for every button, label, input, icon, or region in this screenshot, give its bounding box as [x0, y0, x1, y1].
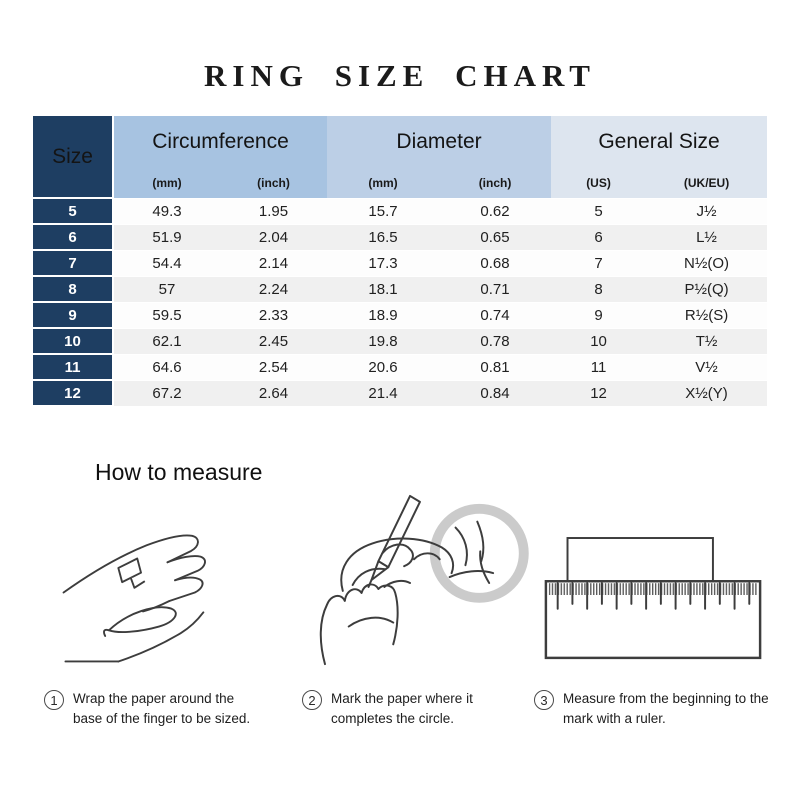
dia-mm-cell: 19.8	[327, 328, 439, 354]
ukeu-cell: R½(S)	[646, 302, 767, 328]
table-row	[33, 302, 767, 328]
dia-mm-cell: 18.1	[327, 276, 439, 302]
dia-inch-cell: 0.71	[439, 276, 551, 302]
dia-inch-cell: 0.81	[439, 354, 551, 380]
diameter-inch-header: (inch)	[439, 168, 551, 198]
circ-inch-cell: 2.45	[220, 328, 327, 354]
us-cell: 5	[551, 198, 646, 224]
diameter-mm-header: (mm)	[327, 168, 439, 198]
circ-mm-cell: 49.3	[113, 198, 220, 224]
table-row	[33, 380, 767, 406]
circ-mm-cell: 64.6	[113, 354, 220, 380]
circumference-inch-header: (inch)	[220, 168, 327, 198]
circ-inch-cell: 2.24	[220, 276, 327, 302]
size-cell: 5	[33, 198, 113, 224]
size-cell: 11	[33, 354, 113, 380]
dia-inch-cell: 0.74	[439, 302, 551, 328]
table-row	[33, 250, 767, 276]
dia-inch-cell: 0.68	[439, 250, 551, 276]
table-row	[33, 276, 767, 302]
us-cell: 11	[551, 354, 646, 380]
us-cell: 8	[551, 276, 646, 302]
hand-paper-illustration	[56, 514, 278, 672]
step-1-text: Wrap the paper around the base of the finger to be sized.	[73, 691, 251, 727]
us-size-header: (US)	[551, 168, 646, 198]
ukeu-cell: T½	[646, 328, 767, 354]
page-title: RING SIZE CHART	[204, 58, 596, 93]
circ-mm-cell: 62.1	[113, 328, 220, 354]
step-2-number-icon: 2	[302, 690, 322, 710]
ukeu-cell: V½	[646, 354, 767, 380]
table-row	[33, 198, 767, 224]
table-row	[33, 354, 767, 380]
dia-mm-cell: 18.9	[327, 302, 439, 328]
ukeu-size-header: (UK/EU)	[646, 168, 767, 198]
circumference-mm-header: (mm)	[113, 168, 220, 198]
circ-inch-cell: 2.04	[220, 224, 327, 250]
table-group-header-row	[33, 116, 767, 168]
dia-mm-cell: 16.5	[327, 224, 439, 250]
ukeu-cell: X½(Y)	[646, 380, 767, 406]
step-1-number-icon: 1	[44, 690, 64, 710]
ring-size-table	[33, 116, 767, 407]
illustration-step1	[40, 514, 295, 677]
how-to-measure-heading: How to measure	[95, 459, 263, 485]
diameter-group-header: Diameter	[327, 116, 551, 168]
dia-inch-cell: 0.84	[439, 380, 551, 406]
ukeu-cell: L½	[646, 224, 767, 250]
table-subheader-row	[33, 168, 767, 198]
step-2	[302, 689, 534, 730]
size-cell: 8	[33, 276, 113, 302]
circ-mm-cell: 59.5	[113, 302, 220, 328]
table-row	[33, 328, 767, 354]
step-3	[534, 689, 794, 730]
illustration-step2	[295, 492, 540, 677]
circ-inch-cell: 2.54	[220, 354, 327, 380]
size-cell: 6	[33, 224, 113, 250]
dia-mm-cell: 21.4	[327, 380, 439, 406]
paper-strip-on-finger	[118, 559, 141, 583]
mark-pen-illustration	[295, 492, 533, 672]
illustration-step3	[540, 526, 780, 677]
us-cell: 12	[551, 380, 646, 406]
us-cell: 9	[551, 302, 646, 328]
steps-row	[44, 689, 800, 730]
ukeu-cell: P½(Q)	[646, 276, 767, 302]
dia-mm-cell: 15.7	[327, 198, 439, 224]
size-cell: 10	[33, 328, 113, 354]
paper-strip	[568, 538, 713, 583]
size-cell: 12	[33, 380, 113, 406]
dia-mm-cell: 17.3	[327, 250, 439, 276]
step-2-text: Mark the paper where it completes the circle.	[331, 691, 473, 727]
size-cell: 9	[33, 302, 113, 328]
circ-mm-cell: 57	[113, 276, 220, 302]
dia-mm-cell: 20.6	[327, 354, 439, 380]
size-cell: 7	[33, 250, 113, 276]
circ-inch-cell: 2.64	[220, 380, 327, 406]
circ-mm-cell: 67.2	[113, 380, 220, 406]
circ-inch-cell: 2.33	[220, 302, 327, 328]
illustration-row	[40, 492, 800, 677]
step-3-text: Measure from the beginning to the mark with a ruler.	[563, 691, 769, 727]
circ-inch-cell: 1.95	[220, 198, 327, 224]
dia-inch-cell: 0.65	[439, 224, 551, 250]
ruler-illustration	[540, 526, 766, 664]
dia-inch-cell: 0.62	[439, 198, 551, 224]
general-size-group-header: General Size	[551, 116, 767, 168]
us-cell: 10	[551, 328, 646, 354]
us-cell: 7	[551, 250, 646, 276]
circ-mm-cell: 51.9	[113, 224, 220, 250]
step-3-number-icon: 3	[534, 690, 554, 710]
circ-mm-cell: 54.4	[113, 250, 220, 276]
us-cell: 6	[551, 224, 646, 250]
size-column-header: Size	[33, 116, 113, 198]
ukeu-cell: J½	[646, 198, 767, 224]
step-1	[44, 689, 302, 730]
circ-inch-cell: 2.14	[220, 250, 327, 276]
circumference-group-header: Circumference	[113, 116, 327, 168]
dia-inch-cell: 0.78	[439, 328, 551, 354]
ukeu-cell: N½(O)	[646, 250, 767, 276]
table-row	[33, 224, 767, 250]
